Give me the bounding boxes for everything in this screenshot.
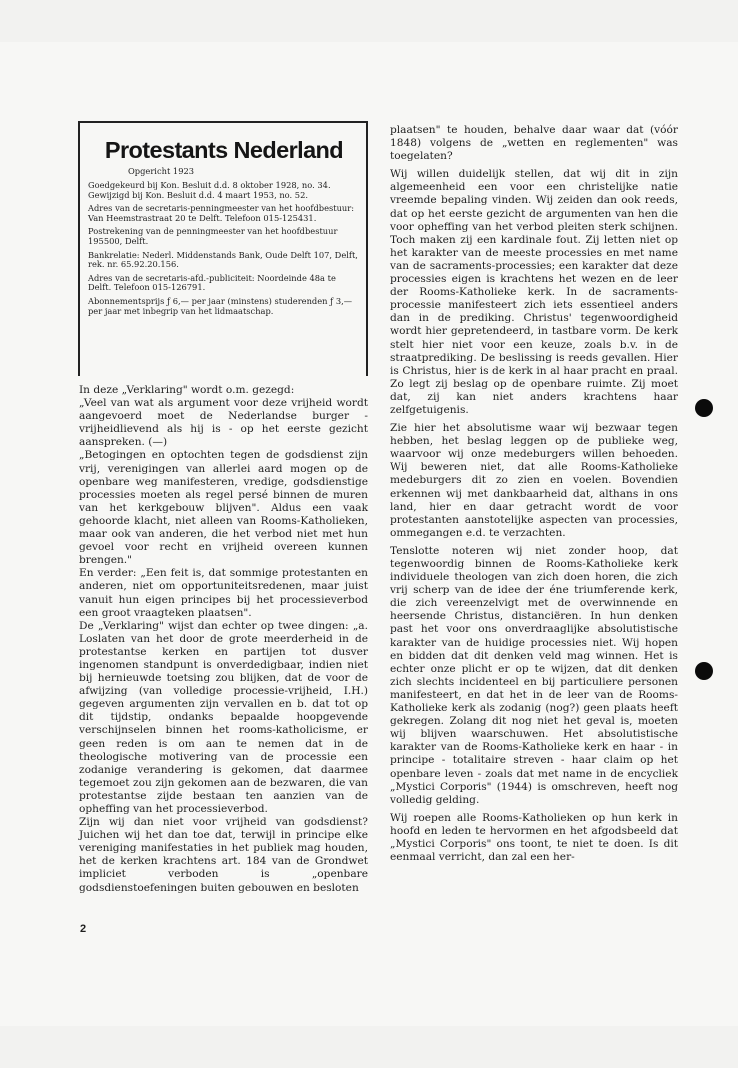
masthead-bank: Bankrelatie: Nederl. Middenstands Bank, Oude Delft 107, Delft, rek. nr. 65.92.20.156. (88, 249, 358, 270)
masthead-secretary-address: Adres van de secretaris-penningmeester van het hoofdbestuur: Van Heemstrastraat 20 te Delft. Telefoon 015-125431. (88, 203, 355, 223)
masthead-subscription: Abonnementsprijs ƒ 6,— per jaar (minstens) studerenden ƒ 3,— per jaar met inbegrip van het lidmaatschap. (88, 295, 353, 316)
masthead-title: Protestants Nederland (104, 137, 344, 163)
paragraph: In deze „Verklaring" wordt o.m. gezegd: (79, 384, 295, 396)
paragraph: Zijn wij dan niet voor vrijheid van godsdienst? Juichen wij het dan toe dat, terwijl in principe elke vereniging manifestaties in het publiek mag houden, het de kerken krachtens art. 184 van de Grondwet impliciet verboden is „openbare godsdienstoefeningen buiten gebouwen en besloten (79, 816, 368, 894)
punch-hole-bottom (695, 662, 713, 680)
masthead-publicity-address: Adres van de secretaris-afd.-publiciteit: Noordeinde 48a te Delft. Telefoon 015-126791. (88, 272, 336, 293)
paragraph: „Betogingen en optochten tegen de godsdienst zijn vrij, verenigingen van allerlei aard mogen op de openbare weg manifesteren, vredige, godsdienstige processies moeten als regel persé binnen de muren van het kerkgebouw blijven". Aldus een vaak gehoorde klacht, niet alleen van Rooms-Katholieken, maar ook van anderen, die het verbod niet met hun gevoel voor recht en vrijheid overeen kunnen brengen." (79, 449, 368, 567)
paragraph: plaatsen" te houden, behalve daar waar dat (vóór 1848) volgens de „wetten en reglementen" was toegelaten? (390, 124, 678, 163)
paragraph: Wij willen duidelijk stellen, dat wij dit in zijn algemeenheid een voor een christelijke natie vreemde bepaling vinden. Wij zeiden dan ook reeds, dat op het eerste gezicht de argumenten van hen die voor opheffing van het verbod pleiten sterk schijnen. Toch maken zij een kardinale fout. Zij letten niet op het karakter van de meeste processies en met name van de sacraments-processies; een karakter dat deze processies eigen is krachtens het wezen en de leer der Rooms-Katholieke kerk. In de sacraments-processie manifesteert zich iets essentieel anders dan in de prediking. Christus' tegenwoordigheid wordt hier gepretendeerd, in tastbare vorm. De kerk stelt hier niet voor een keuze, zoals b.v. in de straatprediking. De beslissing is reeds gevallen. Hier is Christus, hier is de kerk in al haar pracht en praal. Zo legt zij beslag op de openbare ruimte. Zij moet dat, zij kan niet anders krachtens haar zelfgetuigenis. (390, 168, 678, 416)
page-number: 2 (80, 923, 87, 935)
paragraph: Tenslotte noteren wij niet zonder hoop, dat tegenwoordig binnen de Rooms-Katholieke kerk individuele theologen van zich doen horen, die zich vrij scherp van de idee der éne triumferende kerk, die zich vereenzelvigt met de overwinnende en heersende Christus, distanciëren. In hun denken past het voor ons onverdraaglijke absolutistische karakter van de huidige processies niet. Wij hopen en bidden dat dit denken veld mag winnen. Het is echter onze plicht er op te wijzen, dat dit denken zich slechts incidenteel en bij particuliere personen manifesteert, en dat het in de leer van de Rooms-Katholieke kerk als zodanig (nog?) geen plaats heeft gekregen. Zolang dit nog niet het geval is, moeten wij blijven waarschuwen. Het absolutistische karakter van de Rooms-Katholieke kerk en haar - in principe - totalitaire streven - haar claim op het openbare leven - zoals dat met name in de encycliek „Mystici Corporis" (1944) is omschreven, heeft nog volledig gelding. (390, 544, 678, 806)
paragraph: De „Verklaring" wijst dan echter op twee dingen: „a. Loslaten van het door de grote meerderheid in de protestantse kerken en partijen tot dusver ingenomen standpunt is onverdedigbaar, indien niet bij hernieuwde toetsing zou blijken, dat de voor de afwijzing (van volledige processie-vrijheid, I.H.) gegeven argumenten zijn vervallen en b. dat tot op dit tijdstip, ondanks bepaalde hoopgevende verschijnselen binnen het rooms-katholicisme, er geen reden is om aan te nemen dat in de theologische motivering van de processie een zodanige verandering is gekomen, dat daarmee tegemoet zou zijn gekomen aan de bezwaren, die van protestantse zijde bestaan ten aanzien van de opheffing van het processieverbod. (79, 619, 368, 815)
masthead-founded: Opgericht 1923 (128, 166, 195, 176)
punch-hole-top (695, 399, 713, 417)
left-column (79, 384, 368, 895)
paragraph: Zie hier het absolutisme waar wij bezwaar tegen hebben, het beslag leggen op de publieke weg, waarvoor wij onze medeburgers willen behoeden. Wij beweren niet, dat alle Rooms-Katholieke medeburgers dit zo zien en voelen. Bovendien erkennen wij met dankbaarheid dat, althans in ons land, hier en daar getracht wordt de voor protestanten aanstotelijke aspecten van processies, ommegangen e.d. te verzachten. (390, 422, 678, 539)
paragraph: Wij roepen alle Rooms-Katholieken op hun kerk in hoofd en leden te hervormen en het afgodsbeeld dat „Mystici Corporis" ons toont, te niet te doen. Is dit eenmaal verricht, dan zal een her- (390, 811, 678, 864)
paragraph: En verder: „Een feit is, dat sommige protestanten en anderen, niet om opportuniteitsredenen, maar juist vanuit hun eigen principes bij het processieverbod een groot vraagteken plaatsen". (79, 567, 368, 619)
masthead-box (78, 121, 368, 376)
right-column (390, 124, 678, 869)
paragraph: „Veel van wat als argument voor deze vrijheid wordt aangevoerd moet de Nederlandse burger - vrijheidlievend als hij is - op het eerste gezicht aanspreken. (—) (79, 397, 368, 449)
masthead-approval: Goedgekeurd bij Kon. Besluit d.d. 8 oktober 1928, no. 34. Gewijzigd bij Kon. Besluit d.d. 4 maart 1953, no. 52. (88, 180, 331, 200)
masthead-postal-account: Postrekening van de penningmeester van het hoofdbestuur 195500, Delft. (88, 226, 338, 246)
